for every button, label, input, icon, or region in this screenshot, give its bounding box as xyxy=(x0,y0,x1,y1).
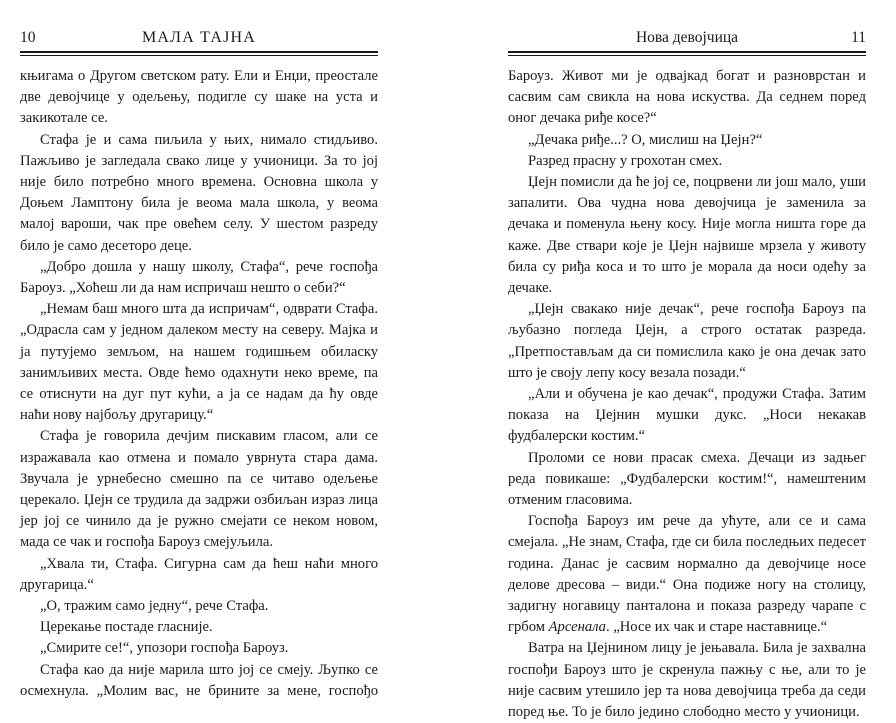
paragraph: „Хвала ти, Стафа. Сигурна сам да ћеш наћи много другарица.“ xyxy=(20,555,378,593)
paragraph: „О, тражим само једну“, рече Стафа. xyxy=(40,598,269,615)
left-page-number: 10 xyxy=(20,29,36,46)
paragraph xyxy=(508,511,866,638)
right-page-header xyxy=(508,27,866,49)
paragraph: Бароуз. Живот ми је одвајкад богат и разноврстан и сасвим сам свикла на нова искуства. Да седнем поред оног дечака риђе косе?“ xyxy=(508,68,866,127)
paragraph-text: Госпођа Бароуз им рече да ућуте, али се и сама смејала. „Не знам, Стафа, где си била последњих педесет година. Данас је сасвим нормално да девојчице носе делове дресова – види.“ Она подиже ногу на столицу, задигну ногавицу панталона и показа разреду чарапе с грбом xyxy=(508,513,866,636)
paragraph: Проломи се нови прасак смеха. Дечаци из задњег реда повикаше: „Фудбалерски костим!“, намештеним отменим гласовима. xyxy=(508,449,866,509)
paragraph: Стафа је и сама пиљила у њих, нимало стидљиво. Пажљиво је загледала свако лице у учионици. За то јој није било потребно много времена. Основна школа у Доњем Ламптону била је веома мала школа, у веома малој вароши, чак пре овећем селу. У шестом разреду било је само десеторо деце. xyxy=(20,131,378,254)
right-page-number: 11 xyxy=(851,29,866,46)
left-running-title: МАЛА ТАЈНА xyxy=(141,29,257,46)
paragraph: „Џејн свакако није дечак“, рече госпођа Бароуз па љубазно погледа Џејн, а строго остатак разреда. „Претпостављам да си помислила како је она дечак зато што је своју лепу косу везала позади.“ xyxy=(508,301,866,381)
paragraph: „Смирите се!“, упозори госпођа Бароуз. xyxy=(40,640,289,657)
paragraph: Џејн помисли да ће јој се, поцрвени ли још мало, уши запалити. Ова чудна нова девојчица је заменила за дечака и поменула њену косу. Није могла ништа горе да каже. Две ствари које је Џејн највише мрзела у животу била су риђа коса и то што је морала да носи одећу за дечаке. xyxy=(508,174,866,297)
italic-club-name: Арсенала xyxy=(548,619,606,636)
right-header-rule-thick xyxy=(508,51,866,53)
paragraph: „Дечака риђе...? О, мислиш на Џејн?“ xyxy=(528,131,763,148)
paragraph: Разред прасну у грохотан смех. xyxy=(528,152,723,169)
paragraph: Церекање постаде гласније. xyxy=(40,619,213,636)
paragraph: Стафа као да није марила што јој се смеју. Љупко се осмехнула. „Молим вас, не брините за мене, госпођо xyxy=(20,661,378,699)
paragraph: „Али и обучена је као дечак“, продужи Стафа. Затим показа на Џејнин мушки дукс. „Носи некакав фудбалерски костим.“ xyxy=(508,386,866,445)
right-header-rule-thin xyxy=(508,55,866,56)
right-running-title: Нова девојчица xyxy=(635,29,739,46)
paragraph: „Добро дошла у нашу школу, Стафа“, рече госпођа Бароуз. „Хоћеш ли да нам испричаш нешто о себи?“ xyxy=(20,258,378,297)
left-page-header xyxy=(20,27,378,49)
paragraph: Стафа је говорила дечјим пискавим гласом, али се изражавала као отмена и помало уврнута стара дама. Звучала је урнебесно смешно па се читаво одељење церекало. Џејн се трудила да задржи озбиљан израз лица јер јој се чинило да је ружно смејати се неком новом, мада се чак и госпођа Бароуз смејуљила. xyxy=(20,428,378,551)
left-header-rule-thick xyxy=(20,51,378,53)
paragraph-text: . „Носе их чак и старе наставнице.“ xyxy=(605,619,828,636)
paragraph: „Немам баш много шта да испричам“, одврати Стафа. „Одрасла сам у једном далеком месту на северу. Мајка и ја путујемо земљом, на нашем годишњем обиласку занимљивих места. Овде ћемо одахнути неко време, па се отиснути на дуг пут кући, а ја се надам да ћу овде наћи нову најбољу другарицу.“ xyxy=(20,301,378,424)
left-page-body xyxy=(20,66,378,702)
paragraph: Ватра на Џејнином лицу је јењавала. Била је захвална госпођи Бароуз што је скренула пажњу с ње, али то је није сасвим утешило јер та нова девојчица треба да седи поред ње. То је било једино слободно место у учионици. xyxy=(508,640,866,721)
right-page xyxy=(508,0,866,721)
paragraph: књигама о Другом светском рату. Ели и Енџи, преостале две девојчице у одељењу, подигле су шаке на уста и закикотале се. xyxy=(20,68,378,127)
right-page-body xyxy=(508,66,866,723)
left-page xyxy=(20,0,378,700)
left-header-rule-thin xyxy=(20,55,378,56)
